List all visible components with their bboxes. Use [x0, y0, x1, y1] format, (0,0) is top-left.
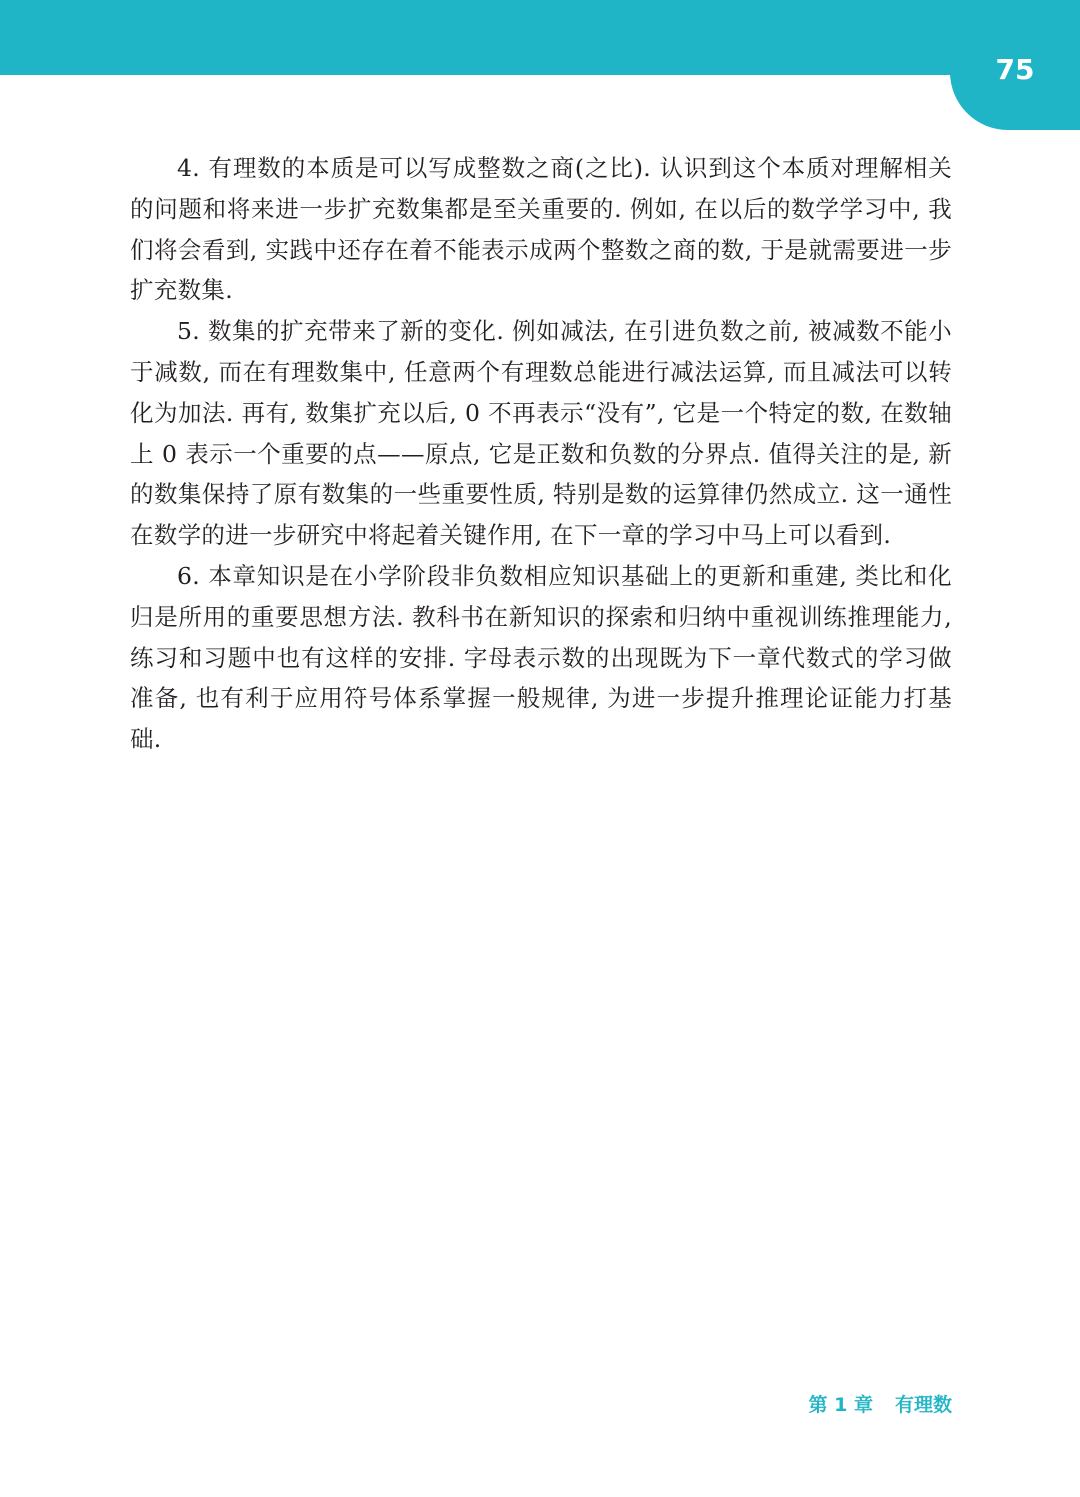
paragraph-5: 5. 数集的扩充带来了新的变化. 例如减法, 在引进负数之前, 被减数不能小于减数, 而在有理数集中, 任意两个有理数总能进行减法运算, 而且减法可以转化为加法. 再有, 数集扩充以后, 0 不再表示“没有”, 它是一个特定的数, 在数轴上 0 表示一个重要的点——原点, 它是正数和负数的分界点. 值得关注的是, 新的数集保持了原有数集的一些重要性质, 特别是数的运算律仍然成立. 这一通性在数学的进一步研究中将起着关键作用, 在下一章的学习中马上可以看到. [130, 317, 952, 550]
body-text [130, 148, 952, 760]
paragraph-4: 4. 有理数的本质是可以写成整数之商(之比). 认识到这个本质对理解相关的问题和将来进一步扩充数集都是至关重要的. 例如, 在以后的数学学习中, 我们将会看到, 实践中还存在着不能表示成两个整数之商的数, 于是就需要进一步扩充数集. [130, 154, 952, 305]
header-band [0, 0, 1080, 75]
page-number-tab [950, 0, 1080, 130]
running-footer [700, 1390, 952, 1420]
paragraph-6: 6. 本章知识是在小学阶段非负数相应知识基础上的更新和重建, 类比和化归是所用的重要思想方法. 教科书在新知识的探索和归纳中重视训练推理能力, 练习和习题中也有这样的安排. 字母表示数的出现既为下一章代数式的学习做准备, 也有利于应用符号体系掌握一般规律, 为进一步提升推理论证能力打基础. [130, 561, 952, 754]
footer-chapter-title: 有理数 [894, 1394, 952, 1416]
footer-chapter: 第 1 章 [808, 1394, 873, 1416]
page-number: 75 [995, 53, 1035, 86]
